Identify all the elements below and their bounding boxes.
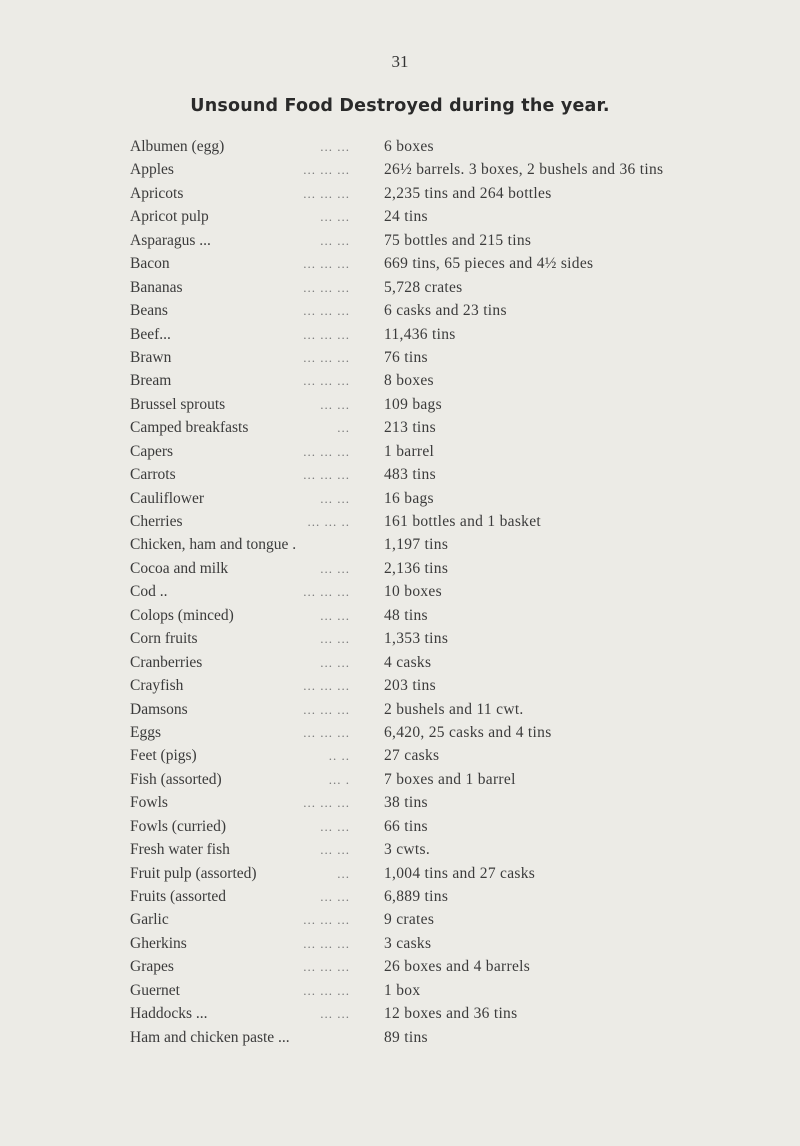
list-item (0, 487, 800, 510)
food-item-quantity: 8 boxes (384, 372, 434, 390)
food-item-name: Crayfish (130, 677, 184, 695)
food-item-name: Apples (130, 161, 174, 179)
food-item-quantity: 6 boxes (384, 138, 434, 155)
leader-dots: ... ... ... (303, 795, 350, 811)
leader-dots: ... ... ... (303, 701, 350, 717)
food-item-quantity: 161 bottles and 1 basket (384, 513, 542, 530)
food-item-name: Beef... (130, 325, 171, 343)
list-item (0, 580, 800, 603)
list-item (0, 369, 800, 392)
food-item-quantity: 1,353 tins (384, 630, 449, 648)
food-item-quantity: 3 casks (384, 934, 432, 952)
food-item-name: Fruits (assorted (130, 888, 227, 905)
food-item-quantity: 483 tins (384, 466, 436, 484)
list-item (0, 885, 800, 908)
leader-dots: ... ... (320, 1006, 350, 1022)
food-item-name: Bacon (130, 255, 170, 273)
food-item-quantity: 1,004 tins and 27 casks (384, 864, 536, 882)
list-item (0, 393, 800, 416)
food-item-name: Cocoa and milk (130, 559, 229, 577)
food-item-quantity: 26½ barrels. 3 boxes, 2 bushels and 36 tins (384, 161, 664, 179)
list-item (0, 768, 800, 791)
leader-dots: ... ... ... (303, 935, 350, 951)
leader-dots: ... ... ... (303, 724, 350, 740)
leader-dots: .. .. (328, 748, 350, 764)
food-item-name: Fresh water fish (130, 841, 230, 859)
list-item (0, 627, 800, 650)
list-item (0, 229, 800, 252)
food-item-name: Chicken, ham and tongue . (130, 536, 297, 554)
list-item (0, 721, 800, 744)
food-item-name: Cod .. (130, 583, 168, 601)
leader-dots: ... ... ... (303, 256, 350, 272)
food-item-quantity: 1 barrel (384, 442, 435, 460)
list-item (0, 182, 800, 205)
food-item-quantity: 6 casks and 23 tins (384, 302, 507, 320)
page-number: 31 (391, 52, 409, 71)
food-item-quantity: 2,235 tins and 264 bottles (384, 184, 552, 202)
leader-dots: ... ... ... (303, 303, 350, 319)
food-item-name: Fowls (130, 794, 168, 812)
leader-dots: ... ... ... (303, 959, 350, 975)
food-item-quantity: 26 boxes and 4 barrels (384, 958, 531, 976)
leader-dots: ... ... ... (303, 349, 350, 365)
leader-dots: ... ... (320, 396, 350, 412)
food-item-quantity: 27 casks (384, 747, 440, 765)
leader-dots: ... ... (320, 631, 350, 647)
list-item (0, 533, 800, 556)
leader-dots: ... ... (320, 607, 350, 623)
food-item-name: Fish (assorted) (130, 770, 222, 788)
leader-dots: ... ... ... (303, 584, 350, 600)
leader-dots: ... ... .. (307, 514, 350, 529)
food-item-quantity: 76 tins (384, 348, 428, 366)
food-item-quantity: 24 tins (384, 208, 428, 226)
food-item-quantity: 5,728 crates (384, 278, 463, 296)
leader-dots: ... ... ... (303, 185, 350, 201)
list-item (0, 791, 800, 814)
food-item-name: Bananas (130, 278, 183, 296)
food-item-quantity: 2,136 tins (384, 559, 449, 577)
food-item-name: Fowls (curried) (130, 817, 226, 835)
leader-dots: ... ... (320, 232, 350, 248)
leader-dots: ... ... (320, 139, 350, 154)
leader-dots: ... (337, 865, 350, 881)
food-item-name: Beans (130, 302, 168, 320)
list-item (0, 744, 800, 767)
food-item-name: Bream (130, 372, 172, 390)
food-item-quantity: 2 bushels and 11 cwt. (384, 700, 524, 718)
food-item-name: Eggs (130, 723, 161, 741)
leader-dots: ... ... ... (303, 373, 350, 389)
list-item (0, 205, 800, 228)
list-item (0, 557, 800, 580)
food-item-name: Apricots (130, 184, 184, 202)
list-item (0, 299, 800, 322)
food-item-name: Gherkins (130, 934, 187, 952)
food-item-name: Cherries (130, 513, 183, 530)
leader-dots: ... ... (320, 560, 350, 576)
food-item-quantity: 16 bags (384, 489, 434, 507)
leader-dots: ... ... (320, 818, 350, 834)
food-item-name: Garlic (130, 911, 169, 929)
food-item-name: Asparagus ... (130, 231, 211, 249)
page-title: Unsound Food Destroyed during the year. (190, 96, 610, 116)
food-item-name: Haddocks ... (130, 1005, 208, 1023)
leader-dots: ... ... ... (303, 912, 350, 928)
food-item-quantity: 6,420, 25 casks and 4 tins (384, 723, 552, 741)
food-item-quantity: 12 boxes and 36 tins (384, 1005, 518, 1023)
food-item-quantity: 9 crates (384, 911, 435, 929)
food-item-name: Apricot pulp (130, 208, 209, 226)
list-item (0, 440, 800, 463)
food-item-quantity: 6,889 tins (384, 888, 449, 905)
list-item (0, 698, 800, 721)
leader-dots: ... ... ... (303, 467, 350, 483)
leader-dots: ... ... ... (303, 982, 350, 998)
food-item-quantity: 1 box (384, 981, 421, 999)
food-item-name: Camped breakfasts (130, 419, 249, 437)
list-item (0, 323, 800, 346)
list-item (0, 604, 800, 627)
food-item-quantity: 89 tins (384, 1028, 428, 1046)
leader-dots: ... ... ... (303, 443, 350, 459)
list-item (0, 135, 800, 158)
list-item (0, 838, 800, 861)
food-item-quantity: 75 bottles and 215 tins (384, 231, 532, 249)
food-item-name: Corn fruits (130, 630, 198, 648)
list-item (0, 815, 800, 838)
food-item-name: Guernet (130, 981, 180, 999)
leader-dots: ... ... ... (303, 326, 350, 342)
food-item-quantity: 669 tins, 65 pieces and 4½ sides (384, 255, 594, 273)
food-item-quantity: 3 cwts. (384, 841, 431, 859)
food-item-quantity: 213 tins (384, 419, 436, 437)
food-item-name: Damsons (130, 700, 188, 718)
leader-dots: ... ... (320, 209, 350, 225)
food-item-quantity: 11,436 tins (384, 325, 456, 343)
list-item (0, 346, 800, 369)
food-item-quantity: 66 tins (384, 817, 428, 835)
food-item-name: Ham and chicken paste ... (130, 1028, 290, 1046)
food-item-name: Feet (pigs) (130, 747, 197, 765)
list-item (0, 1002, 800, 1025)
leader-dots: ... (337, 420, 350, 436)
food-item-quantity: 38 tins (384, 794, 428, 812)
food-item-name: Colops (minced) (130, 606, 234, 624)
leader-dots: ... . (328, 771, 350, 787)
food-item-name: Carrots (130, 466, 176, 484)
food-item-name: Grapes (130, 958, 174, 976)
list-item (0, 932, 800, 955)
list-item (0, 908, 800, 931)
leader-dots: ... ... (320, 654, 350, 670)
list-item (0, 955, 800, 978)
list-item (0, 276, 800, 299)
leader-dots: ... ... ... (303, 279, 350, 295)
list-item (0, 252, 800, 275)
food-item-name: Cauliflower (130, 489, 205, 507)
food-item-name: Albumen (egg) (130, 138, 225, 155)
food-item-quantity: 4 casks (384, 653, 432, 671)
leader-dots: ... ... (320, 490, 350, 506)
food-item-name: Fruit pulp (assorted) (130, 864, 257, 882)
food-item-quantity: 1,197 tins (384, 536, 449, 554)
food-item-name: Brussel sprouts (130, 395, 226, 413)
leader-dots: ... ... (320, 889, 350, 904)
food-item-quantity: 203 tins (384, 677, 436, 695)
list-item (0, 674, 800, 697)
leader-dots: ... ... ... (303, 162, 350, 178)
food-item-quantity: 48 tins (384, 606, 428, 624)
food-item-quantity: 10 boxes (384, 583, 442, 601)
food-item-quantity: 7 boxes and 1 barrel (384, 770, 516, 788)
food-list (0, 135, 800, 1049)
food-item-quantity: 109 bags (384, 395, 442, 413)
leader-dots: ... ... (320, 842, 350, 858)
food-item-name: Cranberries (130, 653, 203, 671)
list-item (0, 463, 800, 486)
list-item (0, 1026, 800, 1049)
list-item (0, 416, 800, 439)
list-item (0, 158, 800, 181)
list-item (0, 862, 800, 885)
food-item-name: Brawn (130, 348, 172, 366)
list-item (0, 651, 800, 674)
leader-dots: ... ... ... (303, 678, 350, 694)
food-item-name: Capers (130, 442, 174, 460)
list-item (0, 979, 800, 1002)
list-item (0, 510, 800, 533)
